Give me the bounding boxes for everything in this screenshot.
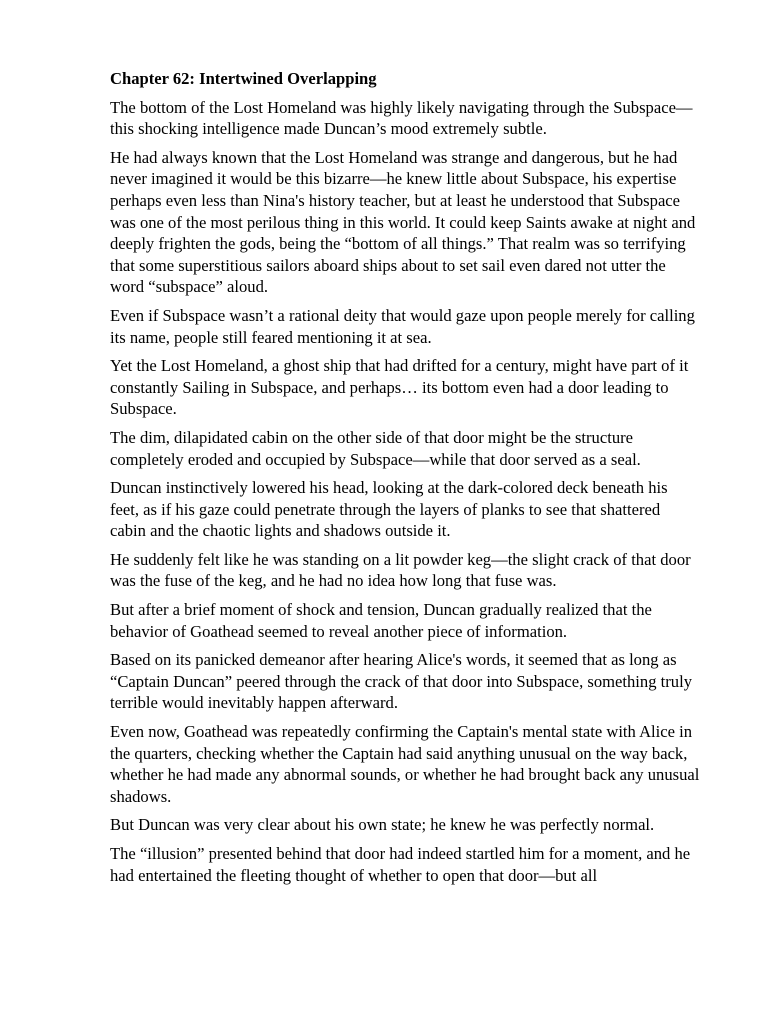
paragraph: Even now, Goathead was repeatedly confirming the Captain's mental state with Alice in the quarters, checking whether the Captain had said anything unusual on the way back, whether he had made any abnormal sounds, or whether he had brought back any unusual shadows. [110,722,700,806]
paragraph: The bottom of the Lost Homeland was highly likely navigating through the Subspace—this shocking intelligence made Duncan’s mood extremely subtle. [110,97,693,139]
paragraph: Yet the Lost Homeland, a ghost ship that had drifted for a century, might have part of it constantly Sailing in Subspace, and perhaps… its bottom even had a door leading to Subspace. [110,356,689,419]
paragraph: Based on its panicked demeanor after hearing Alice's words, it seemed that as long as “Captain Duncan” peered through the crack of that door into Subspace, something truly terrible would inevitably happen afterward. [110,650,692,713]
paragraph: But after a brief moment of shock and tension, Duncan gradually realized that the behavior of Goathead seemed to reveal another piece of information. [110,600,652,641]
paragraph: But Duncan was very clear about his own state; he knew he was perfectly normal. [110,815,655,835]
paragraph: He had always known that the Lost Homeland was strange and dangerous, but he had never imagined it would be this bizarre—he knew little about Subspace, his expertise perhaps even less than Nina's history teacher, but at least he understood that Subspace was one of the most perilous thing in this world. It could keep Saints awake at night and deeply frighten the gods, being the “bottom of all things.” That realm was so terrifying that some superstitious sailors aboard ships about to set sail even dared not utter the word “subspace” aloud. [110,147,696,297]
chapter-title: Chapter 62: Intertwined Overlapping [110,69,377,88]
paragraph: He suddenly felt like he was standing on a lit powder keg—the slight crack of that door was the fuse of the keg, and he had no idea how long that fuse was. [110,549,691,591]
paragraph: The “illusion” presented behind that door had indeed startled him for a moment, and he had entertained the fleeting thought of whether to open that door—but all [110,844,691,885]
document-page [110,68,700,893]
paragraph: The dim, dilapidated cabin on the other side of that door might be the structure completely eroded and occupied by Subspace—while that door served as a seal. [110,427,641,469]
paragraph: Duncan instinctively lowered his head, looking at the dark-colored deck beneath his feet, as if his gaze could penetrate through the layers of planks to see that shattered cabin and the chaotic lights and shadows outside it. [110,478,668,541]
paragraph: Even if Subspace wasn’t a rational deity that would gaze upon people merely for calling its name, people still feared mentioning it at sea. [110,305,695,347]
